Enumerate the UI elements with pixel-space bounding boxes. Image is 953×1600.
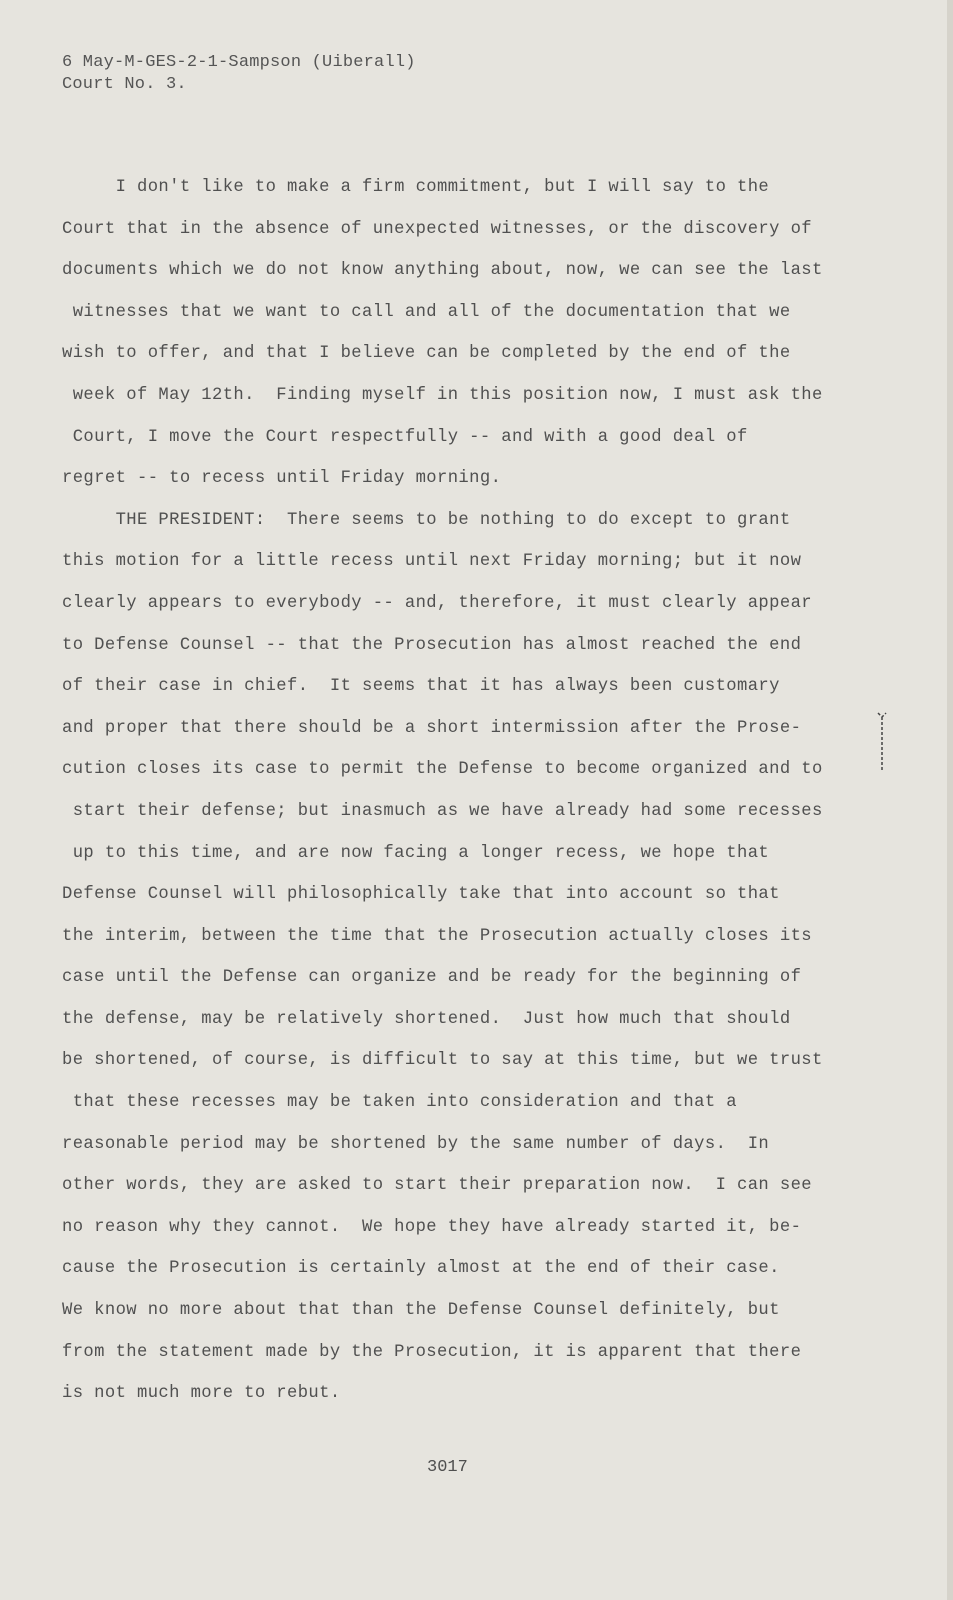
text-line: and proper that there should be a short intermission after the Prose-: [62, 718, 802, 738]
page-number: 3017: [427, 1458, 468, 1477]
margin-tick-mark-icon: [877, 712, 887, 772]
text-line: is not much more to rebut.: [62, 1384, 341, 1404]
text-line: I don't like to make a firm commitment, but I will say to the: [62, 178, 770, 197]
text-line: that these recesses may be taken into consideration and that a: [62, 1093, 737, 1113]
text-line: up to this time, and are now facing a longer recess, we hope that: [62, 843, 770, 863]
text-line: other words, they are asked to start their preparation now. I can see: [62, 1176, 812, 1196]
text-line: week of May 12th. Finding myself in this position now, I must ask the: [62, 385, 823, 405]
text-line: cause the Prosecution is certainly almost at the end of their case.: [62, 1259, 780, 1279]
text-line: start their defense; but inasmuch as we have already had some recesses: [62, 801, 823, 821]
text-line: cution closes its case to permit the Defense to become organized and to: [62, 760, 823, 780]
page-header: [62, 52, 416, 96]
text-line: Defense Counsel will philosophically take that into account so that: [62, 885, 780, 905]
text-line: clearly appears to everybody -- and, therefore, it must clearly appear: [62, 593, 812, 613]
text-line: no reason why they cannot. We hope they have already started it, be-: [62, 1217, 802, 1237]
text-line: witnesses that we want to call and all of the documentation that we: [62, 302, 791, 322]
text-line: the interim, between the time that the Prosecution actually closes its: [62, 926, 812, 946]
text-line: reasonable period may be shortened by the same number of days. In: [62, 1134, 770, 1154]
text-line: documents which we do not know anything about, now, we can see the last: [62, 261, 823, 281]
text-line: Court that in the absence of unexpected witnesses, or the discovery of: [62, 219, 812, 239]
text-line: to Defense Counsel -- that the Prosecution has almost reached the end: [62, 635, 802, 655]
text-line: Court, I move the Court respectfully -- and with a good deal of: [62, 427, 748, 447]
transcript-body: [62, 177, 823, 1425]
text-line: this motion for a little recess until next Friday morning; but it now: [62, 552, 802, 572]
header-line-2: Court No. 3.: [62, 75, 187, 94]
text-line: of their case in chief. It seems that it has always been customary: [62, 677, 780, 697]
text-line: be shortened, of course, is difficult to say at this time, but we trust: [62, 1051, 823, 1071]
text-line: case until the Defense can organize and be ready for the beginning of: [62, 968, 802, 988]
text-line: THE PRESIDENT: There seems to be nothing to do except to grant: [62, 510, 791, 530]
text-line: wish to offer, and that I believe can be completed by the end of the: [62, 344, 791, 364]
text-line: We know no more about that than the Defense Counsel definitely, but: [62, 1301, 780, 1321]
header-line-1: 6 May-M-GES-2-1-Sampson (Uiberall): [62, 53, 416, 72]
text-line: from the statement made by the Prosecution, it is apparent that there: [62, 1342, 802, 1362]
text-line: regret -- to recess until Friday morning.: [62, 469, 502, 489]
text-line: the defense, may be relatively shortened. Just how much that should: [62, 1009, 791, 1029]
